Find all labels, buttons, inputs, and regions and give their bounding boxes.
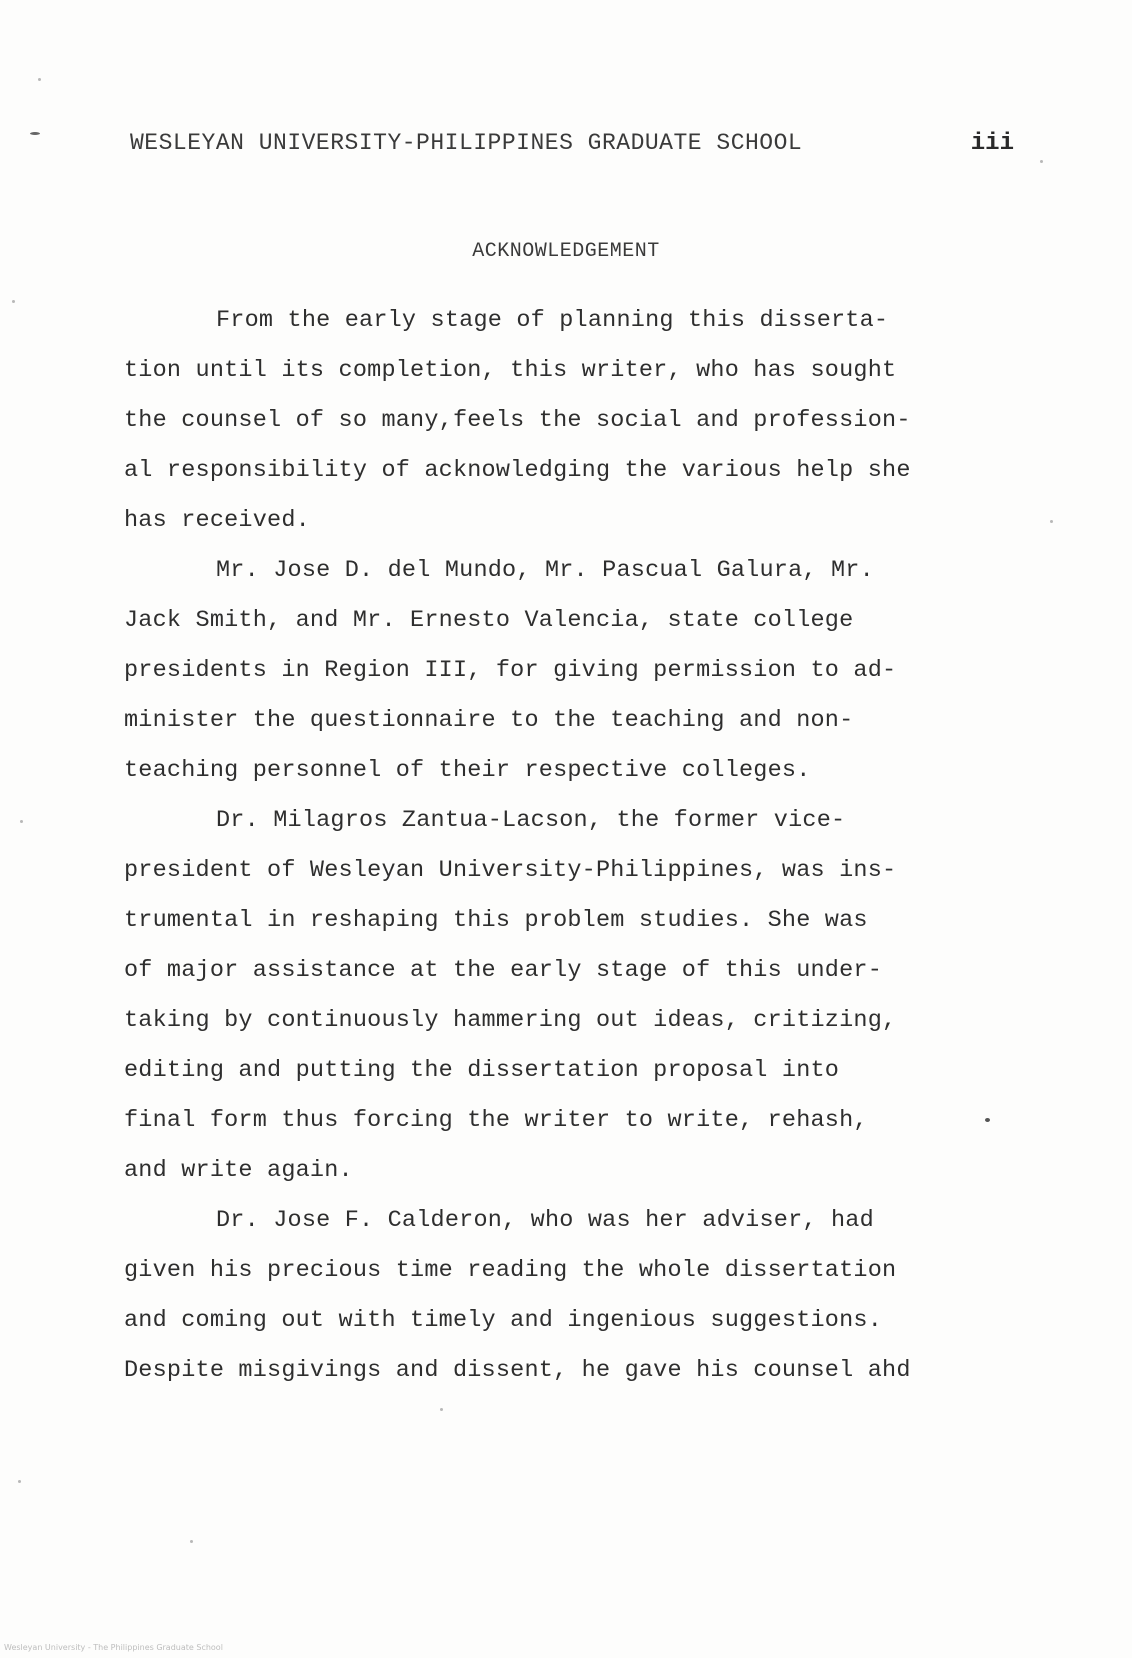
text-line: final form thus forcing the writer to write, rehash, xyxy=(124,1107,868,1134)
scan-speck xyxy=(985,1118,990,1122)
institution-header: WESLEYAN UNIVERSITY-PHILIPPINES GRADUATE SCHOOL xyxy=(130,130,803,156)
scan-speck xyxy=(190,1540,193,1543)
text-line: given his precious time reading the whole dissertation xyxy=(124,1257,897,1284)
acknowledgement-body xyxy=(124,296,964,1396)
text-line: minister the questionnaire to the teaching and non- xyxy=(124,707,854,734)
text-line: taking by continuously hammering out ideas, critizing, xyxy=(124,1007,897,1034)
text-line: has received. xyxy=(124,507,310,534)
text-line: president of Wesleyan University-Philippines, was ins- xyxy=(124,857,897,884)
text-line: and coming out with timely and ingenious suggestions. xyxy=(124,1307,883,1334)
text-line: of major assistance at the early stage of this under- xyxy=(124,957,883,984)
scan-speck xyxy=(20,820,23,823)
scan-speck xyxy=(1040,160,1043,163)
text-line: presidents in Region III, for giving permission to ad- xyxy=(124,657,897,684)
text-line: Despite misgivings and dissent, he gave his counsel ahd xyxy=(124,1357,911,1384)
text-line: Dr. Jose F. Calderon, who was her adviser, had xyxy=(216,1207,874,1234)
text-line: and write again. xyxy=(124,1157,353,1184)
scan-speck xyxy=(30,132,40,135)
text-line: Mr. Jose D. del Mundo, Mr. Pascual Galura, Mr. xyxy=(216,557,874,584)
text-line: the counsel of so many,feels the social and profession- xyxy=(124,407,911,434)
scan-speck xyxy=(38,78,41,81)
scan-footer: Wesleyan University - The Philippines Graduate School xyxy=(4,1643,223,1652)
text-line: Dr. Milagros Zantua-Lacson, the former vice- xyxy=(216,807,846,834)
text-line: tion until its completion, this writer, who has sought xyxy=(124,357,897,384)
scan-speck xyxy=(18,1480,21,1483)
text-line: teaching personnel of their respective colleges. xyxy=(124,757,811,784)
section-title: ACKNOWLEDGEMENT xyxy=(472,240,660,263)
text-line: editing and putting the dissertation proposal into xyxy=(124,1057,840,1084)
text-line: Jack Smith, and Mr. Ernesto Valencia, state college xyxy=(124,607,854,634)
text-line: trumental in reshaping this problem studies. She was xyxy=(124,907,868,934)
scan-speck xyxy=(1050,520,1053,523)
scan-speck xyxy=(440,1408,443,1411)
page-number: iii xyxy=(970,130,1014,157)
text-line: al responsibility of acknowledging the various help she xyxy=(124,457,911,484)
text-line: From the early stage of planning this disserta- xyxy=(216,307,889,334)
scan-speck xyxy=(12,300,15,303)
